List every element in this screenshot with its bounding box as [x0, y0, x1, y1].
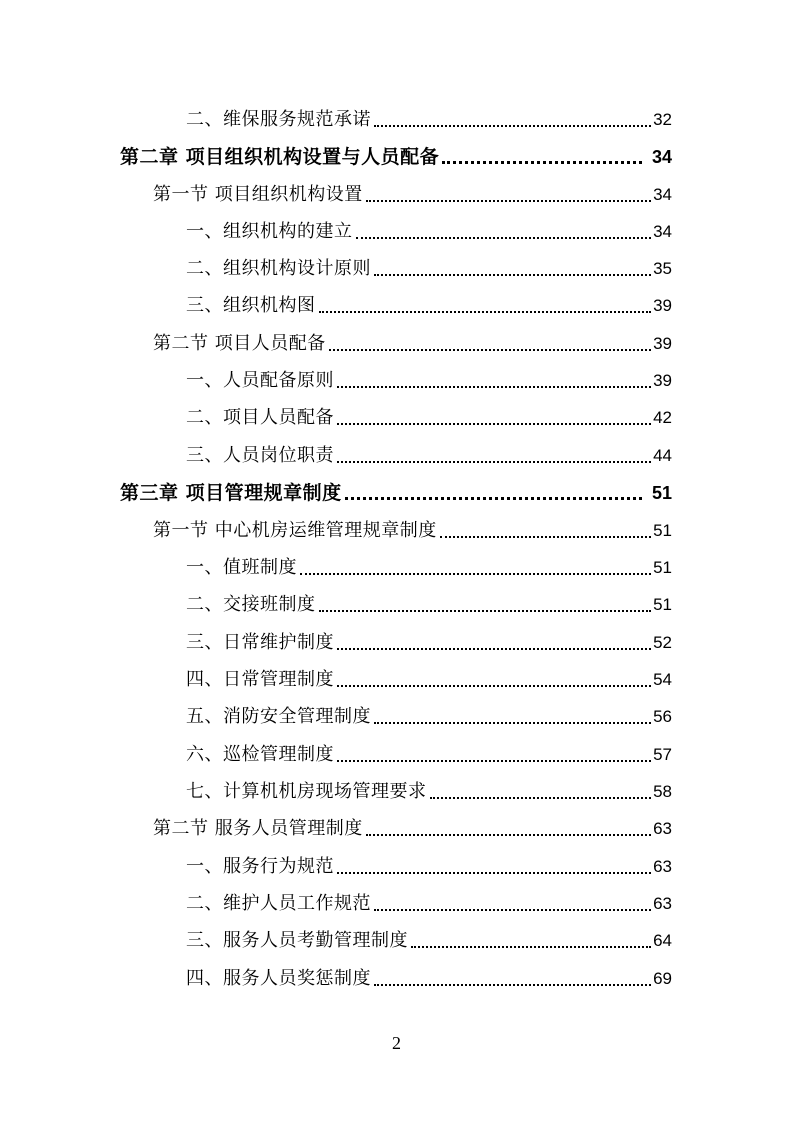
toc-entry-page: 39 — [653, 371, 672, 390]
toc-entry-title: 七、计算机机房现场管理要求 — [186, 781, 427, 802]
toc-entry[interactable] — [186, 440, 672, 468]
dot-leader — [319, 311, 652, 313]
toc-entry[interactable] — [186, 627, 672, 655]
toc-entry[interactable] — [186, 253, 672, 281]
toc-entry-title: 二、组织机构设计原则 — [186, 258, 371, 279]
toc-entry-title: 二、维保服务规范承诺 — [186, 109, 371, 130]
toc-entry-page: 39 — [653, 296, 672, 315]
toc-chapter-page: 51 — [651, 483, 672, 503]
toc-entry[interactable] — [186, 701, 672, 729]
toc-section[interactable] — [153, 328, 672, 356]
dot-leader — [337, 423, 651, 425]
toc-entry-page: 35 — [653, 259, 672, 278]
toc-entry-title: 一、服务行为规范 — [186, 856, 334, 877]
toc-entry-page: 34 — [653, 222, 672, 241]
dot-leader — [442, 161, 642, 164]
toc-entry-title: 一、组织机构的建立 — [186, 221, 353, 242]
dot-leader — [329, 349, 651, 351]
toc-entry-page: 57 — [653, 745, 672, 764]
dot-leader — [337, 461, 651, 463]
toc-entry-page: 54 — [653, 670, 672, 689]
dot-leader — [366, 200, 651, 202]
toc-entry-page: 32 — [653, 110, 672, 129]
toc-entry-page: 51 — [653, 558, 672, 577]
toc-section-title: 第二节 服务人员管理制度 — [153, 818, 363, 839]
toc-entry-page: 63 — [653, 857, 672, 876]
dot-leader — [337, 685, 651, 687]
toc-entry-title: 二、维护人员工作规范 — [186, 893, 371, 914]
toc-entry[interactable] — [186, 365, 672, 393]
dot-leader — [337, 386, 651, 388]
dot-leader — [440, 536, 651, 538]
toc-section-title: 第一节 项目组织机构设置 — [153, 184, 363, 205]
toc-entry-title: 五、消防安全管理制度 — [186, 706, 371, 727]
toc-entry[interactable] — [186, 104, 672, 132]
toc-entry-page: 58 — [653, 782, 672, 801]
toc-entry-title: 三、人员岗位职责 — [186, 445, 334, 466]
toc-entry[interactable] — [186, 888, 672, 916]
dot-leader — [411, 946, 651, 948]
toc-section-page: 34 — [653, 185, 672, 204]
toc-chapter-title: 第三章 项目管理规章制度 — [120, 482, 342, 504]
dot-leader — [374, 984, 651, 986]
toc-chapter-3[interactable] — [120, 477, 672, 505]
toc-entry-title: 四、服务人员奖惩制度 — [186, 968, 371, 989]
toc-section-page: 39 — [653, 334, 672, 353]
toc-section-page: 51 — [653, 521, 672, 540]
toc-entry[interactable] — [186, 290, 672, 318]
toc-entry-page: 42 — [653, 408, 672, 427]
dot-leader — [345, 497, 642, 500]
toc-entry-title: 六、巡检管理制度 — [186, 744, 334, 765]
toc-entry-title: 四、日常管理制度 — [186, 669, 334, 690]
toc-entry[interactable] — [186, 402, 672, 430]
toc-entry-page: 44 — [653, 446, 672, 465]
toc-entry[interactable] — [186, 664, 672, 692]
toc-entry[interactable] — [186, 739, 672, 767]
dot-leader — [300, 573, 651, 575]
toc-entry-page: 51 — [653, 595, 672, 614]
page-number: 2 — [392, 1033, 401, 1053]
toc-section-title: 第一节 中心机房运维管理规章制度 — [153, 520, 437, 541]
dot-leader — [374, 909, 651, 911]
toc-entry-title: 一、人员配备原则 — [186, 370, 334, 391]
toc-section-page: 63 — [653, 819, 672, 838]
toc-entry[interactable] — [186, 776, 672, 804]
toc-chapter-page: 34 — [651, 147, 672, 167]
toc-chapter-2[interactable] — [120, 141, 672, 169]
toc-section[interactable] — [153, 179, 672, 207]
toc-entry[interactable] — [186, 851, 672, 879]
toc-entry-title: 三、日常维护制度 — [186, 632, 334, 653]
toc-chapter-title: 第二章 项目组织机构设置与人员配备 — [120, 146, 440, 168]
toc-entry-title: 一、值班制度 — [186, 557, 297, 578]
toc-entry-title: 三、组织机构图 — [186, 295, 316, 316]
dot-leader — [430, 797, 652, 799]
dot-leader — [337, 648, 651, 650]
dot-leader — [374, 125, 651, 127]
toc-entry[interactable] — [186, 589, 672, 617]
dot-leader — [366, 834, 651, 836]
toc-entry-page: 56 — [653, 707, 672, 726]
toc-entry-title: 二、项目人员配备 — [186, 407, 334, 428]
toc-entry[interactable] — [186, 925, 672, 953]
dot-leader — [356, 237, 652, 239]
toc-entry[interactable] — [186, 552, 672, 580]
toc-entry-title: 三、服务人员考勤管理制度 — [186, 930, 408, 951]
toc-entry-page: 69 — [653, 969, 672, 988]
toc-entry-title: 二、交接班制度 — [186, 594, 316, 615]
dot-leader — [337, 760, 651, 762]
dot-leader — [374, 722, 651, 724]
dot-leader — [337, 872, 651, 874]
toc-entry-page: 52 — [653, 633, 672, 652]
toc-section[interactable] — [153, 515, 672, 543]
toc-section[interactable] — [153, 813, 672, 841]
toc-entry-page: 64 — [653, 931, 672, 950]
toc-entry-page: 63 — [653, 894, 672, 913]
dot-leader — [374, 274, 651, 276]
toc-section-title: 第二节 项目人员配备 — [153, 333, 326, 354]
toc-entry[interactable] — [186, 963, 672, 991]
dot-leader — [319, 610, 652, 612]
toc-entry[interactable] — [186, 216, 672, 244]
